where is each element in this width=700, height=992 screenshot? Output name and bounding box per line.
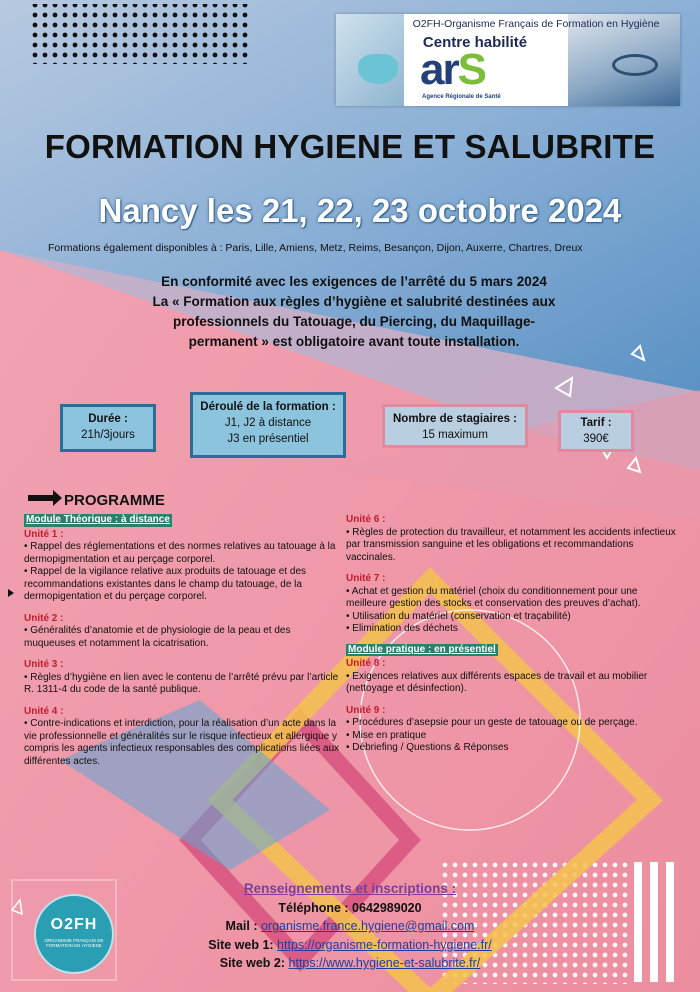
module-pratique-label: Module pratique : en présentiel: [348, 643, 496, 655]
availability-text: Formations également disponibles à : Paris, Lille, Amiens, Metz, Reims, Besançon, Dijon, Auxerre, Chartres, Dreux: [48, 242, 583, 254]
duration-label: Durée :: [88, 413, 128, 425]
unit-1-bullet-2: • Rappel de la vigilance relative aux produits de tatouage et des recommandations existantes dans le champ du tatouage, de la dermopigentation et du perçage corporel.: [24, 566, 307, 602]
ars-logo: [420, 45, 485, 94]
arrow-right-icon: [28, 495, 54, 501]
mail-label: Mail :: [225, 919, 258, 933]
programme-column-right: [346, 514, 676, 755]
unit-6-title: Unité 6 :: [346, 514, 386, 525]
contact-phone: Téléphone : 0642989020: [278, 900, 422, 915]
web2-label: Site web 2:: [219, 956, 286, 970]
mail-link[interactable]: organisme.france.hygiene@gmail.com: [260, 919, 475, 933]
page-subtitle: Nancy les 21, 22, 23 octobre 2024: [98, 192, 622, 229]
o2fh-logo: [36, 896, 112, 972]
contact-web2-row: [140, 954, 560, 973]
contact-heading: Renseignements et inscriptions :: [243, 881, 457, 896]
programme-title: PROGRAMME: [64, 492, 165, 509]
contact-web1-row: [140, 936, 560, 955]
price-label: Tarif :: [580, 417, 612, 429]
programme-column-left: [24, 514, 342, 768]
unit-1-bullet-1: • Rappel des réglementations et des normes relatives au tatouage à la dermopigmentation et au perçage corporel.: [24, 541, 336, 565]
unit-3-bullet-1: • Règles d’hygiène en lien avec le contenu de l’arrêté prévu par l’article R. 1311-4 du code de la santé publique.: [24, 671, 339, 695]
conformity-line-4: permanent » est obligatoire avant toute installation.: [188, 334, 520, 349]
unit-2-bullet-1: • Généralités d’anatomie et de physiologie de la peau et des muqueuses et notamment la cicatrisation.: [24, 625, 291, 649]
schedule-line-1: J1, J2 à distance: [224, 417, 312, 429]
o2fh-logo-tagline: ORGANISME FRANÇAIS DE FORMATION EN HYGIENE: [44, 938, 104, 948]
unit-7-bullet-2: • Utilisation du matériel (conservation et traçabilité): [346, 610, 571, 622]
conformity-line-2: La « Formation aux règles d’hygiène et salubrité destinées aux: [152, 294, 556, 309]
org-line: O2FH-Organisme Français de Formation en Hygiène: [412, 18, 660, 30]
centre-habilite: Centre habilité: [422, 34, 528, 51]
contact-mail-row: [140, 917, 560, 936]
trainees-value: 15 maximum: [422, 429, 488, 441]
triangle-marker-icon: [8, 589, 14, 597]
nurse-photo-left: [336, 14, 404, 106]
header-banner: [336, 14, 680, 106]
unit-3-title: Unité 3 :: [24, 659, 64, 670]
trainees-label: Nombre de stagiaires :: [393, 413, 517, 425]
price-box: [558, 410, 634, 452]
unit-9-bullet-1: • Procédures d’asepsie pour un geste de tatouage ou de perçage.: [346, 717, 638, 728]
contact-block: [140, 880, 560, 973]
programme-heading: [28, 492, 165, 509]
unit-1-title: Unité 1 :: [24, 528, 64, 540]
conformity-block: [100, 272, 608, 352]
unit-7-bullet-1: • Achat et gestion du matériel (choix du conditionnement pour une meilleure gestion des stocks et conservation des preuves d’achat).: [346, 585, 641, 609]
unit-7-title: Unité 7 :: [346, 573, 386, 584]
ars-logo-s: S: [457, 45, 485, 94]
schedule-line-2: J3 en présentiel: [227, 433, 309, 445]
price-value: 390€: [583, 433, 609, 445]
duration-value: 21h/3jours: [81, 429, 135, 441]
unit-9-title: Unité 9 :: [346, 704, 386, 716]
unit-4-title: Unité 4 :: [24, 705, 64, 717]
unit-8-bullet-1: • Exigences relatives aux différents espaces de travail et au mobilier (nettoyage et désinfection).: [346, 670, 648, 694]
duration-box: [60, 404, 156, 452]
conformity-line-1: En conformité avec les exigences de l’arrêté du 5 mars 2024: [161, 274, 547, 289]
trainees-box: [382, 404, 528, 448]
module-theorique-label: Module Théorique : à distance: [26, 514, 170, 525]
schedule-box: [190, 392, 346, 458]
ars-subtitle: Agence Régionale de Santé: [422, 94, 501, 100]
web2-link[interactable]: https://www.hygiene-et-salubrite.fr/: [288, 956, 481, 970]
unit-4-bullet-1: • Contre-indications et interdiction, pour la réalisation d’un acte dans la vie professionnelle et généralités sur le risque infectieux et allergique y compris les agents infectieux responsables des complications liées aux différentes actes.: [24, 718, 340, 767]
unit-8-title: Unité 8 :: [346, 658, 386, 669]
ars-logo-text: ar: [420, 45, 458, 94]
conformity-line-3: professionnels du Tatouage, du Piercing, du Maquillage-: [172, 314, 536, 329]
unit-9-bullet-3: • Débriefing / Questions & Réponses: [346, 742, 509, 753]
schedule-label: Déroulé de la formation :: [200, 401, 336, 413]
web1-label: Site web 1:: [208, 937, 274, 952]
unit-7-bullet-3: • Elimination des déchets: [346, 623, 458, 634]
o2fh-logo-text: O2FH: [50, 916, 98, 933]
unit-9-bullet-2: • Mise en pratique: [346, 729, 427, 741]
page-title: FORMATION HYGIENE ET SALUBRITE: [44, 128, 656, 165]
unit-2-title: Unité 2 :: [24, 612, 64, 624]
web1-link[interactable]: https://organisme-formation-hygiene.fr/: [277, 937, 492, 952]
unit-6-bullet-1: • Règles de protection du travailleur, et notamment les accidents infectieux par transmission sanguine et les obligations et recommandations vaccinales.: [346, 526, 676, 563]
